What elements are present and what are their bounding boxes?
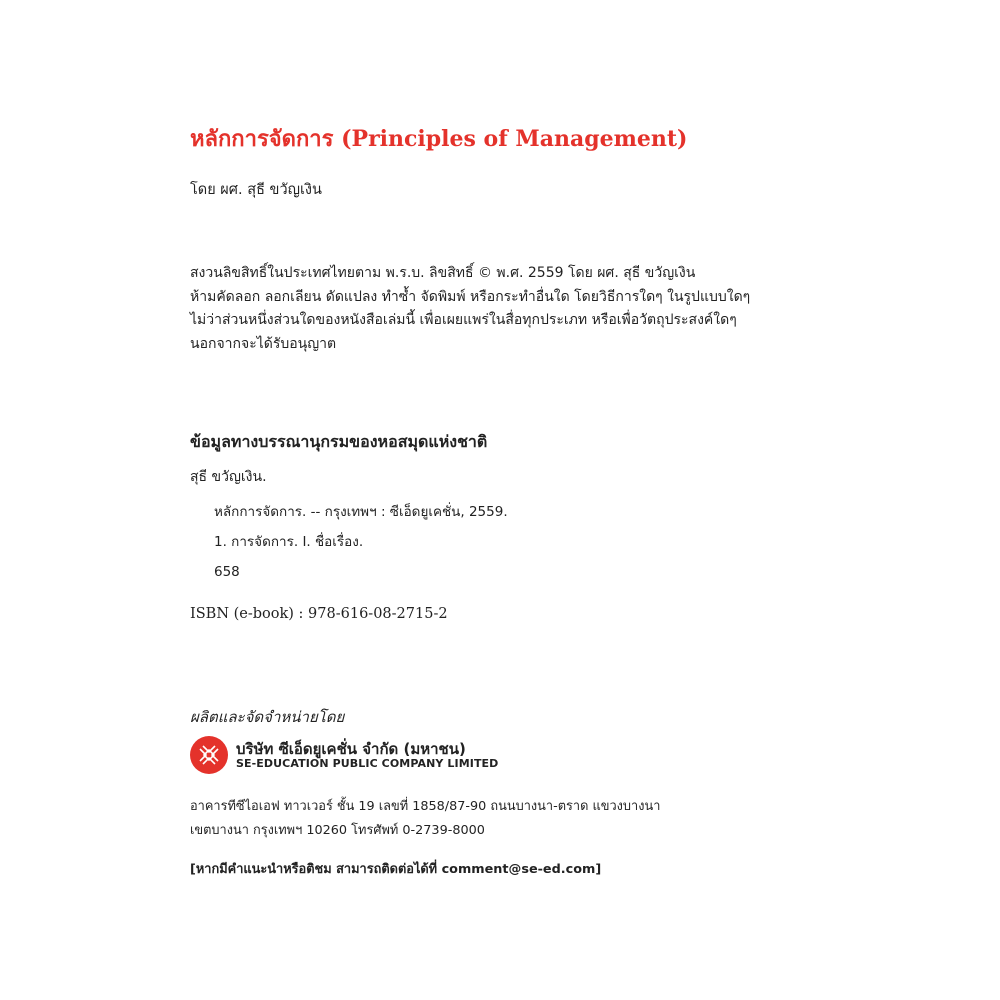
- feedback-note: [หากมีคำแนะนำหรือติชม สามารถติดต่อได้ที่ comment@se-ed.com]: [190, 862, 602, 877]
- publisher-name-english: SE-EDUCATION PUBLIC COMPANY LIMITED: [236, 757, 499, 770]
- book-author: โดย ผศ. สุธี ขวัญเงิน: [190, 182, 322, 198]
- cip-entry: 1. การจัดการ. I. ชื่อเรื่อง.: [214, 534, 364, 550]
- copyright-line: นอกจากจะได้รับอนุญาต: [190, 335, 337, 352]
- copyright-line: ไม่ว่าส่วนหนึ่งส่วนใดของหนังสือเล่มนี้ เพื่อเผยแพร่ในสื่อทุกประเภท หรือเพื่อวัตถุประสงค์ใดๆ: [190, 312, 737, 328]
- publisher-label: ผลิตและจัดจำหน่ายโดย: [190, 708, 345, 726]
- cip-entry: หลักการจัดการ. -- กรุงเทพฯ : ซีเอ็ดยูเคชั่น, 2559.: [214, 504, 508, 520]
- cip-entries: [214, 502, 508, 592]
- isbn: ISBN (e-book) : 978-616-08-2715-2: [190, 606, 448, 622]
- publisher-name-thai: บริษัท ซีเอ็ดยูเคชั่น จำกัด (มหาชน): [236, 740, 466, 758]
- address-line: เขตบางนา กรุงเทพฯ 10260 โทรศัพท์ 0-2739-8000: [190, 823, 485, 838]
- book-title: หลักการจัดการ (Principles of Management): [190, 126, 688, 152]
- copyright-notice: [190, 262, 750, 356]
- copyright-line: สงวนลิขสิทธิ์ในประเทศไทยตาม พ.ร.บ. ลิขสิทธิ์ © พ.ศ. 2559 โดย ผศ. สุธี ขวัญเงิน: [190, 265, 696, 281]
- cip-author: สุธี ขวัญเงิน.: [190, 469, 267, 485]
- copyright-line: ห้ามคัดลอก ลอกเลียน ดัดแปลง ทำซ้ำ จัดพิมพ์ หรือกระทำอื่นใด โดยวิธีการใดๆ ในรูปแบบใดๆ: [190, 288, 751, 305]
- address-line: อาคารทีซีไอเอฟ ทาวเวอร์ ชั้น 19 เลขที่ 1858/87-90 ถนนบางนา-ตราด แขวงบางนา: [190, 799, 661, 814]
- cip-heading: ข้อมูลทางบรรณานุกรมของหอสมุดแห่งชาติ: [190, 432, 488, 451]
- publisher-address: [190, 795, 660, 843]
- se-ed-logo-icon: [190, 736, 228, 774]
- cip-entry: 658: [214, 564, 240, 580]
